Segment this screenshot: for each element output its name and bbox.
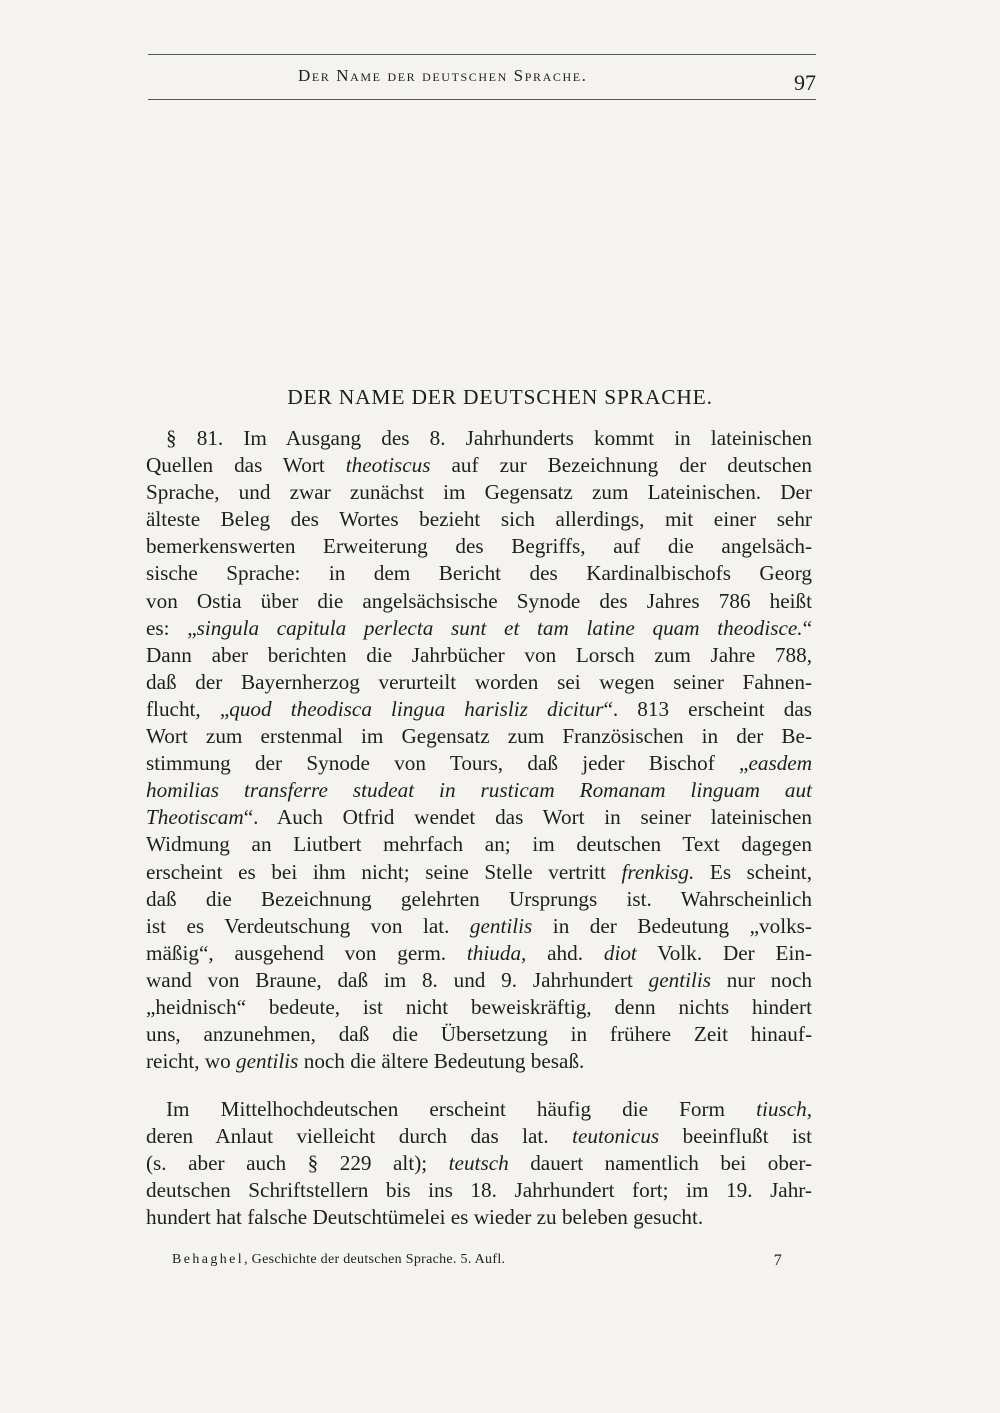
italic-run: diot — [603, 940, 637, 965]
paragraph-1 — [146, 425, 812, 1075]
text-run: § 81. Im Ausgang des 8. Jahrhunderts kommt in lateinischen — [166, 426, 812, 450]
text-run: Sprache, und zwar zunächst im Gegensatz zum Lateinischen. Der — [146, 480, 812, 505]
text-run: Im Mittelhochdeutschen erscheint häufig die Form — [166, 1097, 757, 1121]
text-line — [146, 913, 812, 940]
text-run: stimmung der Synode von Tours, daß jeder Bischof „ — [146, 751, 749, 776]
text-run: „heidnisch“ bedeute, ist nicht beweiskräftig, denn nichts hindert — [146, 994, 812, 1019]
text-run: ahd. — [526, 940, 604, 965]
text-run: dauert namentlich bei ober- — [508, 1151, 813, 1176]
text-line — [146, 1150, 812, 1177]
text-run: (s. aber auch § 229 alt); — [146, 1151, 449, 1176]
text-line — [146, 777, 812, 804]
italic-run: tiusch, — [756, 1097, 812, 1121]
text-line — [146, 588, 812, 615]
text-run: nur noch — [711, 967, 812, 992]
chapter-title: DER NAME DER DEUTSCHEN SPRACHE. — [287, 385, 713, 409]
text-run: Es scheint, — [694, 859, 812, 884]
text-line — [146, 452, 812, 479]
italic-run: Theotiscam — [146, 805, 244, 830]
text-line — [146, 1204, 812, 1231]
signature-mark: 7 — [773, 1252, 782, 1269]
text-line — [146, 1021, 812, 1048]
text-run: daß die Bezeichnung gelehrten Ursprungs ist. Wahrscheinlich — [146, 886, 812, 911]
text-run: es: „ — [146, 615, 197, 640]
text-line — [146, 723, 812, 750]
text-run: “ — [802, 615, 812, 640]
italic-run: gentilis — [236, 1049, 299, 1074]
text-run: ist es Verdeutschung von lat. — [146, 913, 470, 938]
text-run: erscheint es bei ihm nicht; seine Stelle vertritt — [146, 859, 622, 884]
text-run: Volk. Der Ein- — [636, 940, 813, 965]
text-run: hundert hat falsche Deutschtümelei es wieder zu beleben gesucht. — [146, 1205, 704, 1230]
text-line — [146, 1123, 812, 1150]
italic-run: homilias transferre studeat in rusticam Romanam linguam aut — [146, 778, 812, 803]
text-run: noch die ältere Bedeutung besaß. — [298, 1049, 585, 1074]
text-run: Widmung an Liutbert mehrfach an; im deutschen Text dagegen — [146, 832, 812, 857]
text-line — [146, 1177, 812, 1204]
text-line — [146, 425, 812, 452]
text-line — [146, 859, 812, 886]
text-run: Wort zum erstenmal im Gegensatz zum Französischen in der Be- — [146, 724, 812, 749]
text-run: deutschen Schriftstellern bis ins 18. Jahrhundert fort; im 19. Jahr- — [146, 1178, 812, 1203]
text-run: mäßig“, ausgehend von germ. — [146, 940, 467, 965]
text-line — [146, 560, 812, 587]
text-line — [146, 750, 812, 777]
text-run: sische Sprache: in dem Bericht des Kardinalbischofs Georg — [146, 561, 812, 586]
text-line — [146, 696, 812, 723]
text-run: uns, anzunehmen, daß die Übersetzung in frühere Zeit hinauf- — [146, 1022, 812, 1047]
text-line — [146, 831, 812, 858]
footer-book-title: , Geschichte der deutschen Sprache. 5. Aufl. — [244, 1252, 506, 1267]
text-line — [146, 642, 812, 669]
text-run: bemerkenswerten Erweiterung des Begriffs, auf die angelsäch- — [146, 534, 812, 559]
italic-run: quod theodisca lingua harisliz dicitur — [229, 696, 604, 721]
page-footer — [172, 1252, 782, 1268]
text-run: “. 813 erscheint das — [603, 696, 812, 721]
text-run: deren Anlaut vielleicht durch das lat. — [146, 1124, 573, 1149]
text-line — [146, 615, 812, 642]
italic-run: teutsch — [448, 1151, 509, 1176]
text-line — [146, 479, 812, 506]
text-line — [146, 940, 812, 967]
text-run: beeinflußt ist — [659, 1124, 812, 1149]
italic-run: easdem — [748, 751, 812, 776]
text-run: wand von Braune, daß im 8. und 9. Jahrhundert — [146, 967, 649, 992]
text-run: älteste Beleg des Wortes bezieht sich allerdings, mit einer sehr — [146, 507, 812, 532]
text-run: in der Bedeutung „volks- — [532, 913, 812, 938]
text-line — [146, 967, 812, 994]
text-line — [146, 669, 812, 696]
page-number: 97 — [794, 70, 816, 95]
text-line — [146, 1048, 812, 1075]
text-run: flucht, „ — [146, 696, 230, 721]
text-line — [146, 804, 812, 831]
paragraph-2 — [146, 1096, 812, 1231]
text-run: von Ostia über die angelsächsische Synode des Jahres 786 heißt — [146, 588, 812, 613]
header-rule — [148, 99, 816, 100]
italic-run: gentilis — [469, 913, 533, 938]
text-line — [146, 533, 812, 560]
running-title: Der Name der deutschen Sprache. — [298, 66, 588, 85]
italic-run: teutonicus — [572, 1124, 660, 1149]
text-run: auf zur Bezeichnung der deutschen — [430, 453, 812, 478]
italic-run: gentilis — [648, 967, 712, 992]
text-line — [146, 506, 812, 533]
italic-run: theotiscus — [345, 453, 431, 478]
text-run: daß der Bayernherzog verurteilt worden sei wegen seiner Fahnen- — [146, 669, 812, 694]
text-run: Dann aber berichten die Jahrbücher von Lorsch zum Jahre 788, — [146, 642, 812, 667]
text-run: “. Auch Otfrid wendet das Wort in seiner lateinischen — [243, 805, 812, 830]
italic-run: thiuda, — [466, 940, 527, 965]
text-line — [146, 1096, 812, 1123]
text-line — [146, 994, 812, 1021]
footer-author: Behaghel — [172, 1252, 245, 1267]
italic-run: singula capitula perlecta sunt et tam latine quam theodisce. — [196, 615, 803, 640]
top-rule — [148, 54, 816, 55]
italic-run: frenkisg. — [621, 859, 695, 884]
text-line — [146, 886, 812, 913]
text-run: Quellen das Wort — [146, 453, 346, 478]
text-run: reicht, wo — [146, 1049, 237, 1074]
